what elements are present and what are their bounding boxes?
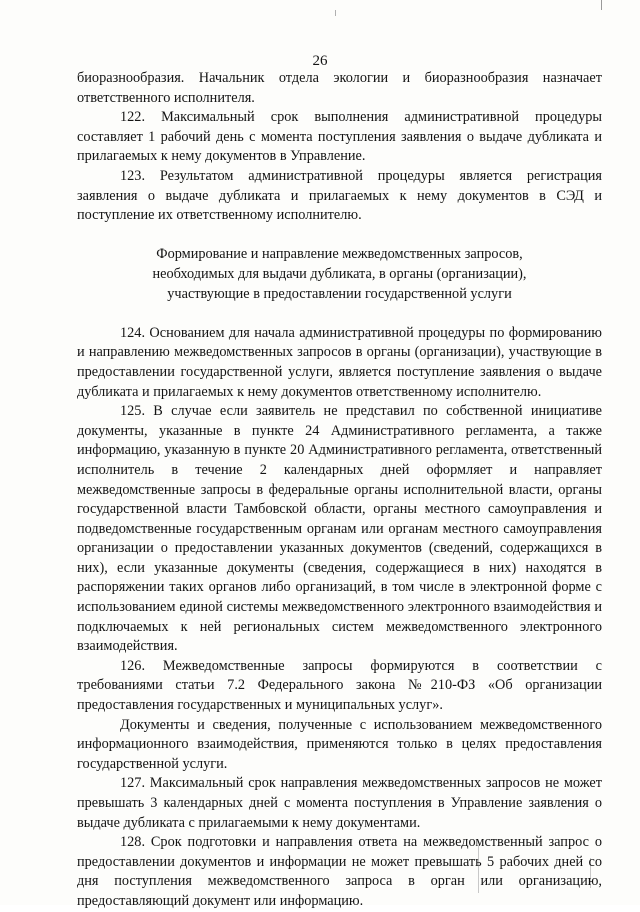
paragraph-125: 125. В случае если заявитель не представил по собственной инициативе документы, указанные в пункте 24 Административного регламента, а также информацию, указанную в пункте 20 Административного регламента, ответственный исполнитель в течение 2 календарных дней оформляет и направляет межведомственные запросы в федеральные органы исполнительной власти, органы государственной власти Тамбовской области, органы местного самоуправления и подведомственные государственным органам или органам местного самоуправления организации о предоставлении указанных документов (сведений, содержащихся в них), если указанные документы (сведения, содержащиеся в них) находятся в распоряжении таких органов либо организаций, в том числе в электронной форме с использованием единой системы межведомственного электронного взаимодействия и подключаемых к ней региональных систем межведомственного электронного взаимодействия. bbox=[77, 403, 602, 655]
paragraph-127: 127. Максимальный срок направления межведомственных запросов не может превышать 3 календарных дней с момента поступления в Управление заявления о выдаче дубликата с прилагаемыми к нему документами. bbox=[77, 775, 602, 831]
scan-artifact-line bbox=[601, 0, 602, 10]
document-body bbox=[77, 69, 602, 912]
paragraph-123: 123. Результатом административной процедуры является регистрация заявления о выдаче дубликата и прилагаемых к нему документов в СЭД и поступление их ответственному исполнителю. bbox=[77, 167, 602, 224]
page-number: 26 bbox=[312, 53, 328, 69]
section-heading bbox=[77, 244, 602, 304]
scan-artifact-line bbox=[335, 10, 336, 16]
paragraph-124: 124. Основанием для начала административной процедуры по формированию и направлению межведомственных запросов в органы (организации), участвующие в предоставлении государственной услуги, является поступление заявления о выдаче дубликата и прилагаемых к нему документов ответственному исполнителю. bbox=[77, 324, 602, 400]
section-heading-line: участвующие в предоставлении государственной услуги bbox=[167, 285, 512, 302]
section-heading-line: Формирование и направление межведомственных запросов, bbox=[156, 245, 523, 262]
paragraph-128: 128. Срок подготовки и направления ответа на межведомственный запрос о предоставлении документов и информации не может превышать 5 рабочих дней со дня поступления межведомственного запроса в орган или организацию, предоставляющий документ или информацию. bbox=[77, 834, 602, 909]
paragraph-122: 122. Максимальный срок выполнения административной процедуры составляет 1 рабочий день с момента поступления заявления о выдаче дубликата и прилагаемых к нему документов в Управление. bbox=[77, 109, 602, 165]
paragraph-126: 126. Межведомственные запросы формируются в соответствии с требованиями статьи 7.2 Федерального закона №210-ФЗ «Об организации предоставления государственных и муниципальных услуг». bbox=[77, 657, 602, 714]
paragraph-continuation: биоразнообразия. Начальник отдела экологии и биоразнообразия назначает ответственного исполнителя. bbox=[77, 70, 602, 106]
section-heading-line: необходимых для выдачи дубликата, в органы (организации), bbox=[152, 265, 527, 282]
paragraph-documents-usage: Документы и сведения, полученные с использованием межведомственного информационного взаимодействия, применяются только в целях предоставления государственной услуги. bbox=[77, 716, 602, 772]
